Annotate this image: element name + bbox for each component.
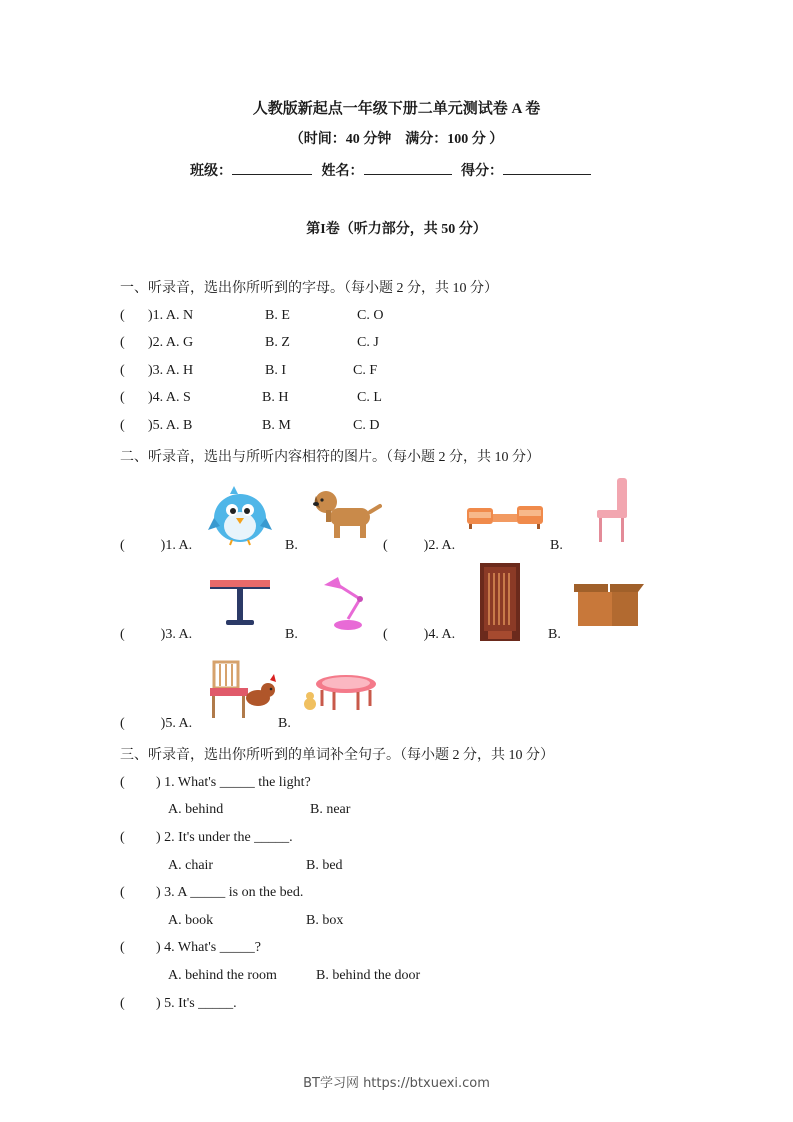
s1-q1-b: B. E (265, 308, 290, 323)
s2-q4: ( )4. A. (383, 627, 456, 642)
s1-q5-c: C. D (353, 418, 380, 433)
s3-q1: ( ) 1. What's _____ the light? (120, 775, 311, 790)
s1-q4-b: B. H (262, 390, 289, 405)
s3-q4-a: A. behind the room (168, 968, 277, 983)
s3-q2: ( ) 2. It's under the _____. (120, 830, 293, 845)
s2-q3: ( )3. A. (120, 627, 193, 642)
s2-q1: ( )1. A. (120, 538, 193, 553)
table-icon[interactable] (208, 578, 272, 628)
score-label: 得分： (461, 164, 503, 179)
name-label: 姓名： (321, 164, 364, 179)
student-info-row (190, 160, 591, 180)
s2-q3-b: B. (285, 627, 298, 642)
name-blank[interactable] (364, 160, 452, 175)
s3-q2-b: B. bed (306, 858, 343, 873)
s3-q3-b: B. box (306, 913, 344, 928)
s1-q1-c: C. O (357, 308, 384, 323)
section3-title: 三、听录音，选出你所听到的单词补全句子。（每小题 2 分，共 10 分） (120, 748, 554, 763)
s3-q4-b: B. behind the door (316, 968, 421, 983)
section2-title: 二、听录音，选出与所听内容相符的图片。（每小题 2 分，共 10 分） (120, 450, 540, 465)
part-title: 第I卷（听力部分，共 50 分） (306, 222, 487, 237)
dog-icon[interactable] (312, 488, 382, 540)
page-title: 人教版新起点一年级下册二单元测试卷 A 卷 (252, 101, 541, 117)
pink-table-icon[interactable] (300, 672, 378, 716)
time-info: （时间：40 分钟 满分：100 分 ） (289, 132, 504, 147)
bird-icon[interactable] (208, 482, 272, 546)
s1-q5-b: B. M (262, 418, 291, 433)
s1-q2-c: C. J (357, 335, 379, 350)
section1-q5: ( )5. A. B (120, 418, 193, 433)
section1-q1: ( )1. A. N (120, 308, 194, 323)
section1-q3: ( )3. A. H (120, 363, 194, 378)
chair-icon[interactable] (595, 478, 631, 544)
score-blank[interactable] (503, 160, 591, 175)
s1-q3-b: B. I (265, 363, 286, 378)
section1-title: 一、听录音，选出你所听到的字母。（每小题 2 分，共 10 分） (120, 281, 498, 296)
bed-icon[interactable] (465, 500, 545, 530)
s2-q5: ( )5. A. (120, 716, 193, 731)
s1-q4-c: C. L (357, 390, 382, 405)
chair-and-dog-icon[interactable] (208, 660, 280, 720)
s3-q3: ( ) 3. A _____ is on the bed. (120, 885, 304, 900)
s1-q3-c: C. F (353, 363, 378, 378)
s2-q5-b: B. (278, 716, 291, 731)
s3-q5: ( ) 5. It's _____. (120, 996, 237, 1011)
s2-q4-b: B. (548, 627, 561, 642)
s2-q2-b: B. (550, 538, 563, 553)
s3-q1-a: A. behind (168, 802, 224, 817)
s1-q2-b: B. Z (265, 335, 290, 350)
s2-q1-b: B. (285, 538, 298, 553)
s3-q4: ( ) 4. What's _____? (120, 940, 261, 955)
s3-q1-b: B. near (310, 802, 351, 817)
box-icon[interactable] (572, 580, 646, 628)
door-icon[interactable] (480, 563, 520, 641)
s3-q2-a: A. chair (168, 858, 214, 873)
s3-q3-a: A. book (168, 913, 214, 928)
section1-q2: ( )2. A. G (120, 335, 194, 350)
class-label: 班级： (190, 164, 232, 179)
section1-q4: ( )4. A. S (120, 390, 191, 405)
s2-q2: ( )2. A. (383, 538, 456, 553)
lamp-icon[interactable] (322, 575, 370, 633)
footer-watermark: BT学习网 https://btxuexi.com (303, 1076, 490, 1091)
class-blank[interactable] (232, 160, 312, 175)
